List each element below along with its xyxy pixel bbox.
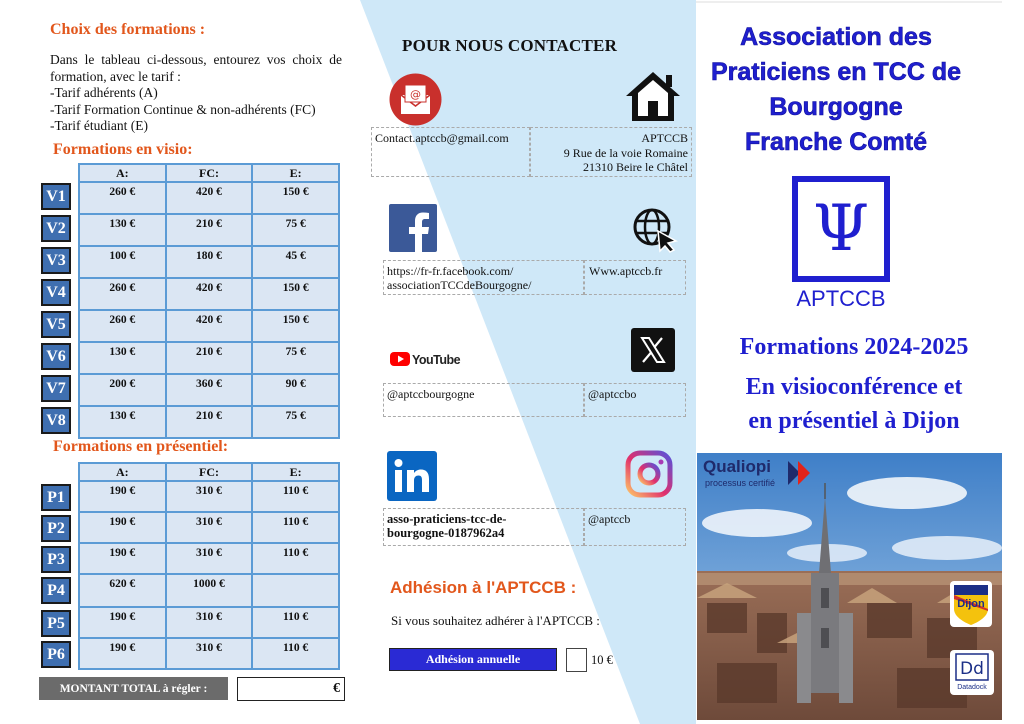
price-cell-fc[interactable]: 210 € xyxy=(166,214,253,246)
logo-text: APTCCB xyxy=(796,286,886,311)
table-row xyxy=(79,310,339,342)
header-a: A: xyxy=(79,164,166,182)
row-label: P2 xyxy=(41,515,71,542)
price-cell-e[interactable]: 75 € xyxy=(252,342,339,374)
address-box xyxy=(530,127,692,177)
price-cell-e[interactable]: 110 € xyxy=(252,607,339,638)
intro-line: Dans le tableau ci-dessous, entourez vos choix de formation, avec le tarif : xyxy=(50,52,342,84)
linkedin-line[interactable]: asso-praticiens-tcc-de- xyxy=(387,512,507,526)
header-e: E: xyxy=(252,463,339,481)
presentiel-title: Formations en présentiel: xyxy=(53,438,229,455)
web-icon xyxy=(632,207,678,253)
table-row xyxy=(79,607,339,638)
price-cell-fc[interactable]: 1000 € xyxy=(166,574,253,607)
association-title xyxy=(706,20,966,160)
linkedin-box xyxy=(383,508,584,546)
qualiopi-name: Qualiopi xyxy=(703,457,771,476)
intro-line: -Tarif Formation Continue & non-adhérents (FC) xyxy=(50,101,316,117)
table-row xyxy=(79,182,339,214)
price-cell-a[interactable]: 260 € xyxy=(79,310,166,342)
psi-logo xyxy=(792,176,890,282)
facebook-url-line[interactable]: https://fr-fr.facebook.com/ xyxy=(387,264,514,278)
header-fc: FC: xyxy=(166,164,253,182)
table-row xyxy=(79,214,339,246)
instagram-icon xyxy=(625,450,673,498)
home-icon xyxy=(624,69,682,123)
youtube-handle[interactable]: @aptccbourgogne xyxy=(387,387,475,401)
presentiel-price-table xyxy=(78,462,340,670)
linkedin-line[interactable]: bourgogne-0187962a4 xyxy=(387,526,505,540)
header-fc: FC: xyxy=(166,463,253,481)
row-label: V1 xyxy=(41,183,71,210)
table-row xyxy=(79,246,339,278)
format-line: en présentiel à Dijon xyxy=(748,408,960,434)
adhesion-text: Si vous souhaitez adhérer à l'APTCCB : xyxy=(391,613,600,628)
header-e: E: xyxy=(252,164,339,182)
x-icon xyxy=(631,328,675,372)
format-line: En visioconférence et xyxy=(745,374,963,400)
price-cell-fc[interactable]: 420 € xyxy=(166,310,253,342)
price-cell-fc[interactable]: 360 € xyxy=(166,374,253,406)
price-cell-a[interactable]: 100 € xyxy=(79,246,166,278)
price-cell-fc[interactable]: 310 € xyxy=(166,638,253,669)
visio-price-table xyxy=(78,163,340,439)
price-cell-e[interactable]: 110 € xyxy=(252,638,339,669)
adhesion-annual-button[interactable]: Adhésion annuelle xyxy=(389,648,557,671)
price-cell-a[interactable]: 190 € xyxy=(79,512,166,543)
price-cell-a[interactable]: 190 € xyxy=(79,543,166,574)
association-title-line: Franche Comté xyxy=(745,128,927,156)
price-cell-e[interactable]: 150 € xyxy=(252,310,339,342)
season-title: Formations 2024-2025 xyxy=(739,334,969,360)
table-row xyxy=(79,481,339,512)
svg-text:Dd: Dd xyxy=(960,659,984,679)
address-line: 21310 Beire le Châtel xyxy=(583,160,688,174)
price-cell-fc[interactable]: 310 € xyxy=(166,512,253,543)
facebook-url-line[interactable]: associationTCCdeBourgogne/ xyxy=(387,278,532,292)
x-box xyxy=(584,383,686,417)
address-line: APTCCB xyxy=(641,131,688,145)
contact-title: POUR NOUS CONTACTER xyxy=(402,36,618,55)
instagram-handle[interactable]: @aptccb xyxy=(588,512,631,526)
price-cell-a[interactable]: 190 € xyxy=(79,481,166,512)
price-cell-a[interactable]: 200 € xyxy=(79,374,166,406)
price-cell-e[interactable]: 75 € xyxy=(252,214,339,246)
linkedin-icon xyxy=(387,451,437,501)
price-cell-a[interactable]: 260 € xyxy=(79,278,166,310)
row-label: V7 xyxy=(41,375,71,402)
price-cell-a[interactable]: 130 € xyxy=(79,406,166,438)
table-row xyxy=(79,278,339,310)
datadock-dd-icon xyxy=(950,650,994,686)
adhesion-title: Adhésion à l'APTCCB : xyxy=(390,578,577,597)
price-cell-a[interactable]: 190 € xyxy=(79,607,166,638)
table-row xyxy=(79,342,339,374)
svg-text:@: @ xyxy=(410,88,421,101)
email-link[interactable]: Contact.aptccb@gmail.com xyxy=(375,131,509,145)
price-cell-e[interactable]: 110 € xyxy=(252,543,339,574)
facebook-icon xyxy=(389,204,437,252)
x-handle[interactable]: @aptccbo xyxy=(588,387,637,401)
table-row xyxy=(79,406,339,438)
header-a: A: xyxy=(79,463,166,481)
instagram-box xyxy=(584,508,686,546)
address-line: 9 Rue de la voie Romaine xyxy=(563,145,688,160)
row-label: V2 xyxy=(41,215,71,242)
price-cell-e[interactable] xyxy=(252,574,339,607)
table-row xyxy=(79,512,339,543)
row-label: P1 xyxy=(41,484,71,511)
intro-line: -Tarif adhérents (A) xyxy=(50,85,158,100)
row-label: V3 xyxy=(41,247,71,274)
price-cell-fc[interactable]: 310 € xyxy=(166,607,253,638)
price-cell-fc[interactable]: 420 € xyxy=(166,278,253,310)
price-cell-fc[interactable]: 310 € xyxy=(166,543,253,574)
association-title-line: Praticiens en TCC de xyxy=(710,58,962,86)
price-cell-e[interactable]: 110 € xyxy=(252,512,339,543)
choice-title: Choix des formations : xyxy=(50,21,206,38)
row-label: V6 xyxy=(41,343,71,370)
total-amount-field[interactable]: € xyxy=(237,677,345,701)
association-title-line: Bourgogne xyxy=(769,93,903,121)
adhesion-checkbox[interactable] xyxy=(566,648,587,672)
intro-text xyxy=(50,52,342,135)
total-label: MONTANT TOTAL à régler : xyxy=(39,677,228,700)
price-cell-e[interactable]: 150 € xyxy=(252,182,339,214)
price-cell-fc[interactable]: 310 € xyxy=(166,481,253,512)
email-box xyxy=(371,127,530,177)
website-box xyxy=(584,260,686,295)
price-cell-a[interactable]: 620 € xyxy=(79,574,166,607)
intro-line: -Tarif étudiant (E) xyxy=(50,118,149,133)
youtube-logo-text: YouTube xyxy=(412,353,461,367)
price-cell-fc[interactable]: 180 € xyxy=(166,246,253,278)
datadock-text: Datadock xyxy=(957,684,987,691)
price-cell-a[interactable]: 190 € xyxy=(79,638,166,669)
table-row xyxy=(79,374,339,406)
facebook-box xyxy=(383,260,584,295)
website-link[interactable]: Www.aptccb.fr xyxy=(589,264,663,278)
email-icon xyxy=(389,73,442,126)
row-label: P6 xyxy=(41,641,71,668)
association-title-line: Association des xyxy=(740,23,932,51)
visio-title: Formations en visio: xyxy=(53,141,193,158)
price-cell-fc[interactable]: 420 € xyxy=(166,182,253,214)
price-cell-e[interactable]: 110 € xyxy=(252,481,339,512)
youtube-icon xyxy=(390,350,461,368)
price-cell-e[interactable]: 75 € xyxy=(252,406,339,438)
price-cell-e[interactable]: 45 € xyxy=(252,246,339,278)
row-label: V4 xyxy=(41,279,71,306)
row-label: P4 xyxy=(41,577,71,604)
price-cell-e[interactable]: 90 € xyxy=(252,374,339,406)
row-label: V8 xyxy=(41,407,71,434)
qualiopi-subtitle: processus certifié xyxy=(705,478,776,488)
price-cell-a[interactable]: 130 € xyxy=(79,342,166,374)
price-cell-a[interactable]: 130 € xyxy=(79,214,166,246)
youtube-box xyxy=(383,383,584,417)
price-cell-fc[interactable]: 210 € xyxy=(166,342,253,374)
psi-symbol: Ψ xyxy=(812,192,870,266)
table-row xyxy=(79,543,339,574)
price-cell-a[interactable]: 260 € xyxy=(79,182,166,214)
row-label: P3 xyxy=(41,546,71,573)
table-row xyxy=(79,638,339,669)
dijon-text: Dijon xyxy=(957,598,985,610)
price-cell-e[interactable]: 150 € xyxy=(252,278,339,310)
price-cell-fc[interactable]: 210 € xyxy=(166,406,253,438)
adhesion-price: 10 € xyxy=(591,653,613,667)
row-label: V5 xyxy=(41,311,71,338)
table-row xyxy=(79,574,339,607)
row-label: P5 xyxy=(41,610,71,637)
